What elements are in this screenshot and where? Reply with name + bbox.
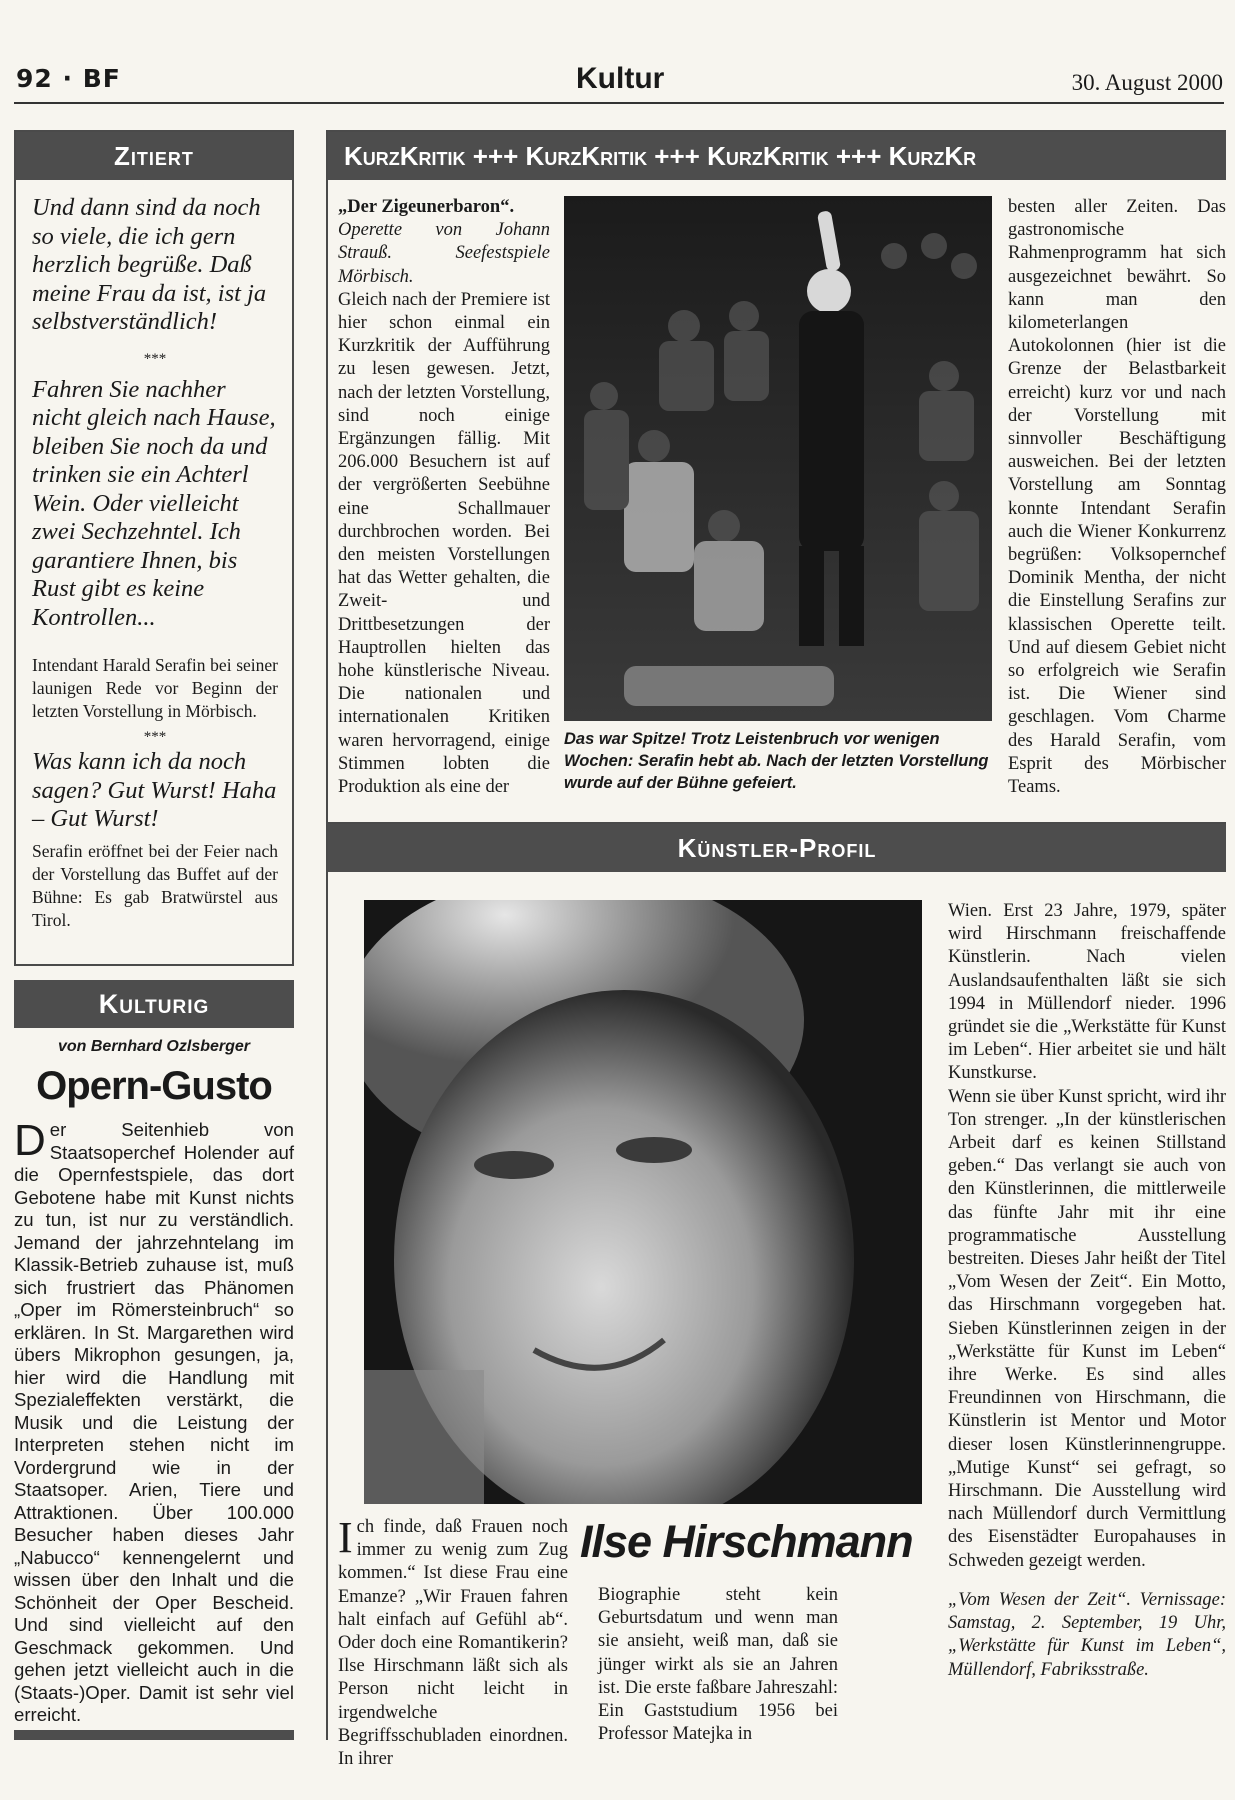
review-subtitle: Operette von Johann Strauß. Seefestspiele Mörbisch. [338, 220, 550, 287]
page-number: 92 · BF [16, 64, 121, 93]
review-body-left: Gleich nach der Premiere ist hier schon einmal ein Kurzkritik der Aufführung zu lesen gewesen. Jetzt, nach der letzten Vorstellung, sind noch einige Ergänzungen fällig. Mit 206.000 Besuchern ist auf der vergrößerten Seebühne eine Schallmauer durchbrochen worden. Bei den meisten Vorstellungen hat das Wetter gehalten, die Zweit- und Drittbesetzungen der Hauptrollen hielten das hohe künstlerische Niveau. Die nationalen und internationalen Kritiken waren hervorragend, einige Stimmen lobten die Produktion als eine der [338, 289, 550, 798]
drop-cap: I [338, 1513, 353, 1562]
profil-box [326, 822, 1226, 1770]
kurzkritik-box [326, 130, 1226, 824]
review-body-right: besten aller Zeiten. Das gastronomische Rahmenprogramm hat sich ausgezeichnet bewährt. So kann man den kilometerlangen Autokolonnen (hier ist die Grenze der Belastbarkeit erreicht) kurz vor und nach der Vorstellung mit sinnvoller Beschäftigung ausweichen. Bei der letzten Vorstellung am Sonntag konnte Intendant Serafin auch die Wiener Konkurrenz begrüßen: Volksopernchef Dominik Mentha, der nicht die Einstellung Serafins zur klassischen Operette teilt. Und auf diesem Gebiet nicht so erfolgreich wie Serafin ist. Die Wiener sind geschlagen. Vom Charme des Harald Serafin, vom Esprit des Mörbischer Teams. [1008, 197, 1226, 798]
photo-illustration [564, 196, 992, 721]
quote-3-note: Serafin eröffnet bei der Feier nach der Vorstellung das Buffet auf der Bühne: Es gab Bratwürstel aus Tirol. [32, 840, 278, 930]
zitiert-box [14, 130, 294, 966]
quote-1: Und dann sind da noch so viele, die ich gern herzlich begrüße. Daß meine Frau da ist, ist ja selbstverständlich! [32, 194, 267, 335]
separator: *** [143, 729, 167, 745]
drop-cap: D [14, 1116, 46, 1165]
issue-date: 30. August 2000 [1071, 70, 1223, 95]
byline: von Bernhard Ozlsberger [57, 1038, 251, 1055]
kulturig-column [14, 980, 294, 1740]
separator: *** [143, 350, 167, 367]
column-body: Der Seitenhieb von Staatsoperchef Holender auf die Opernfestspiele, das dort Gebotene habe mit Kunst nichts zu tun, ist nur zu verständlich. Jemand der jahrzehntelang im Klassik-Betrieb zuhause ist, muß sich frustriert das Phänomen „Oper im Römersteinbruch“ so erklären. In St. Margarethen wird übers Mikrophon gesungen, ja, hier wird die Handlung mit Spezialeffekten verstärkt, die Musik und die Leistung der Interpreten stehen nicht im Vordergrund wie in der Staatsoper. Arien, Tiere und Attraktionen. Über 100.000 Besucher haben dieses Jahr „Nabucco“ kennengelernt und wissen über den Inhalt und die Schönheit der Oper Bescheid. Und sind vielleicht auf den Geschmack gekommen. Und gehen jetzt vielleicht auch in die (Staats-)Oper. Damit ist sehr viel erreicht. [14, 1116, 294, 1725]
exhibition-info: „Vom Wesen der Zeit“. Vernissage: Samstag, 2. September, 19 Uhr, „Werkstätte für Kunst im Leben“, Müllendorf, Fabriksstraße. [948, 1589, 1226, 1680]
bottom-rule [14, 1730, 294, 1740]
artist-name: Ilse Hirschmann [580, 1516, 913, 1567]
profil-text-3: Wien. Erst 23 Jahre, 1979, später wird Hirschmann freischaffende Künstlerin. Nach vielen Auslandsaufenthalten läßt sie sich 1994 in Müllendorf nieder. 1996 gründet sie die „Werkstätte für Kunst im Leben“. Hier arbeitet sie und hält Kunstkurse. [948, 901, 1226, 1084]
kurzkritik-banner: KurzKritik +++ KurzKritik +++ KurzKritik +++ KurzKr [328, 132, 1226, 180]
profil-banner: Künstler-Profil [328, 824, 1226, 872]
profil-text-4: Wenn sie über Kunst spricht, wird ihr Ton strenger. „In der künstlerischen Arbeit darf es keinen Stillstand geben.“ Das verlangt sie auch von den Künstlerinnen, die mittlerweile das fünfte Jahr mit ihr eine programmatische Ausstellung bestreiten. Dieses Jahr heißt der Titel „Vom Wesen der Zeit“. Ein Motto, das Hirschmann vorgegeben hat. Sieben Künstlerinnen zeigen in der „Werkstätte für Kunst im Leben“ ihre Werke. Es sind alles Freundinnen von Hirschmann, die Künstlerin ist Mentor und Motor dieser losen Künstlerinnengruppe. „Mutige Kunst“ sei gefragt, so Hirschmann. Die Ausstellung wird nach Müllendorf durch Vermittlung des Eisenstädter Europahauses in Schweden gezeigt werden. [948, 1086, 1226, 1571]
portrait-photo [364, 900, 922, 1504]
serafin-photo [564, 196, 992, 721]
profil-text-1: Ich finde, daß Frauen noch immer zu wenig zum Zug kommen.“ Ist diese Frau eine Emanze? „Wir Frauen fahren halt einfach auf Gefühl ab“. Oder doch eine Romantikerin? Ilse Hirschmann läßt sich als Person nicht leicht in irgendwelche Begriffsschubladen einordnen. In ihrer [338, 1513, 568, 1770]
header-rule [14, 102, 1224, 104]
profil-col1 [338, 1513, 568, 1771]
quote-2-note: Intendant Harald Serafin bei seiner launigen Rede vor Beginn der letzten Vorstellung in Mörbisch. [32, 655, 278, 721]
column-headline: Opern-Gusto [36, 1064, 272, 1108]
section-title: Kultur [576, 62, 665, 95]
profil-col2 [598, 1584, 838, 1746]
quote-3: Was kann ich da noch sagen? Gut Wurst! Haha – Gut Wurst! [32, 748, 277, 832]
kurzkritik-left-column [338, 196, 550, 799]
zitiert-title: Zitiert [16, 132, 292, 180]
quote-2: Fahren Sie nachher nicht gleich nach Hause, bleiben Sie noch da und trinken sie ein Achterl Wein. Oder vielleicht zwei Sechzehntel. Ich garantiere Ihnen, bis Rust gibt es keine Kontrollen... [32, 375, 276, 631]
review-title: „Der Zigeunerbaron“. [338, 197, 515, 217]
portrait-illustration [364, 900, 922, 1504]
photo-caption: Das war Spitze! Trotz Leistenbruch vor wenigen Wochen: Serafin hebt ab. Nach der letzten Vorstellung wurde auf der Bühne gefeiert. [564, 730, 989, 792]
kulturig-title: Kulturig [14, 980, 294, 1028]
profil-col3 [948, 900, 1226, 1682]
profil-text-2: Biographie steht kein Geburtsdatum und wenn man sie ansieht, weiß man, daß sie jünger wirkt als sie an Jahren ist. Die erste faßbare Jahreszahl: Ein Gaststudium 1956 bei Professor Matejka in [598, 1585, 838, 1745]
kurzkritik-right-column [1008, 196, 1226, 799]
